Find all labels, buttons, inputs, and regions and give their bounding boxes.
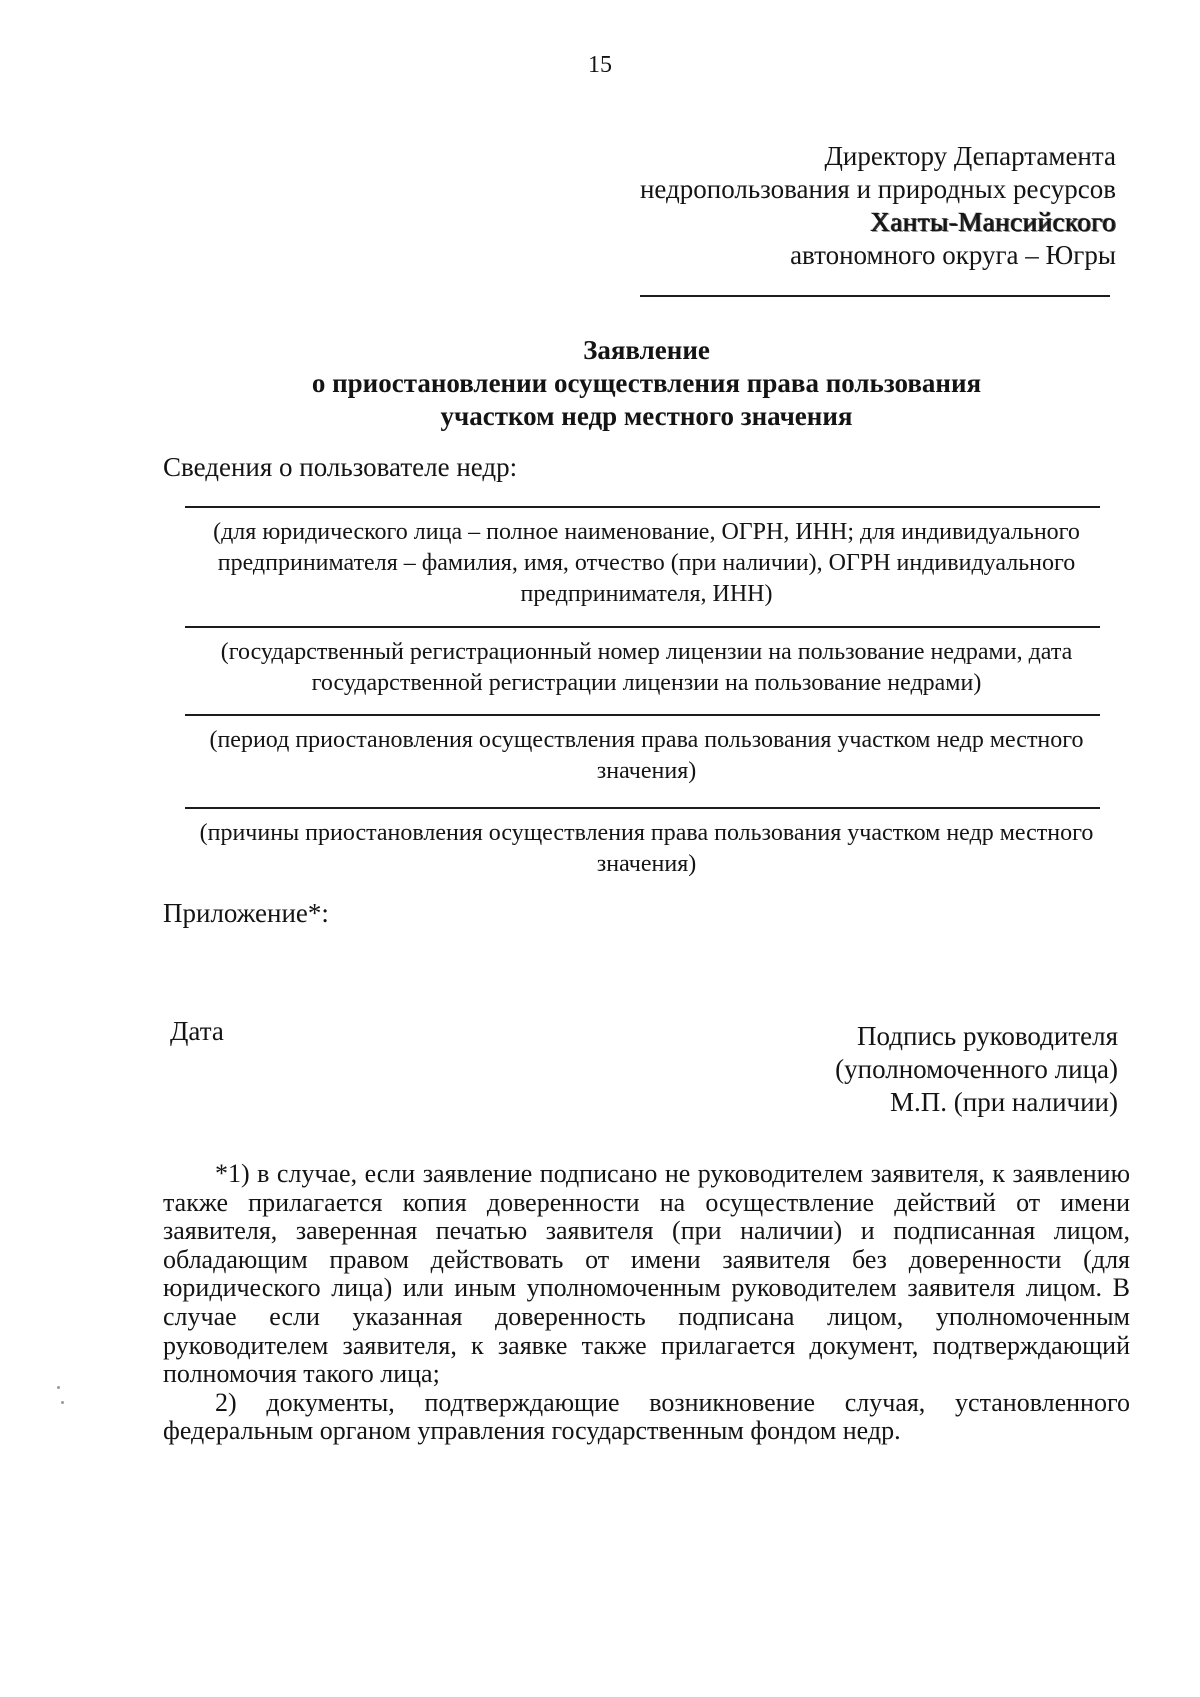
footnote-paragraph: *1) в случае, если заявление подписано не руководителем заявителя, к заявлению также прилагается копия доверенности на осуществление действий от имени заявителя, заверенная печатью заявителя (при наличии) и подписанная лицом, обладающим правом действовать от имени заявителя без доверенности (для юридического лица) или иным уполномоченным руководителем заявителя лицом. В случае если указанная доверенность подписана лицом, уполномоченным руководителем заявителя, к заявке также прилагается документ, подтверждающий полномочия такого лица; <box>163 1159 1130 1389</box>
scan-speck <box>57 1386 60 1389</box>
user-info-label: Сведения о пользователе недр: <box>163 452 518 482</box>
recipient-line: недропользования и природных ресурсов <box>639 174 1116 204</box>
footnote-paragraph: 2) документы, подтверждающие возникновение случая, установленного федеральным органом управления государственным фондом недр. <box>163 1387 1130 1446</box>
footnote-block <box>163 1160 1130 1446</box>
recipient-line: Ханты-Мансийского <box>870 207 1116 237</box>
field-caption <box>163 517 1130 610</box>
document-title <box>163 334 1130 433</box>
date-label: Дата <box>170 1016 224 1046</box>
title-line: участком недр местного значения <box>440 401 853 431</box>
scan-speck <box>61 1401 64 1404</box>
field-caption-line: значения) <box>596 758 697 784</box>
field-blank-line <box>185 506 1100 508</box>
title-line: Заявление <box>583 335 710 365</box>
field-caption <box>163 637 1130 699</box>
signature-line: (уполномоченного лица) <box>835 1054 1118 1084</box>
field-caption-line: предпринимателя, ИНН) <box>520 581 773 607</box>
title-line: о приостановлении осуществления права пользования <box>311 368 982 398</box>
field-caption <box>163 725 1130 787</box>
recipient-block <box>516 140 1116 272</box>
recipient-underline <box>640 295 1110 297</box>
field-caption-line: (для юридического лица – полное наименование, ОГРН, ИНН; для индивидуального <box>213 519 1080 545</box>
field-caption-line: государственной регистрации лицензии на пользование недрами) <box>311 670 982 696</box>
recipient-line: автономного округа – Югры <box>790 240 1116 270</box>
signature-block <box>498 1020 1118 1119</box>
page-number: 15 <box>588 52 612 78</box>
field-blank-line <box>185 714 1100 716</box>
field-caption-line: предпринимателя – фамилия, имя, отчество (при наличии), ОГРН индивидуального <box>217 550 1076 576</box>
field-caption-line: (причины приостановления осуществления права пользования участком недр местного <box>199 820 1094 846</box>
signature-line: Подпись руководителя <box>857 1021 1118 1051</box>
signature-line: М.П. (при наличии) <box>890 1087 1118 1117</box>
field-caption <box>163 818 1130 880</box>
field-blank-line <box>185 626 1100 628</box>
field-caption-line: (государственный регистрационный номер лицензии на пользование недрами, дата <box>220 639 1073 665</box>
field-caption-line: (период приостановления осуществления права пользования участком недр местного <box>209 727 1084 753</box>
field-blank-line <box>185 807 1100 809</box>
recipient-line: Директору Департамента <box>824 141 1116 171</box>
field-caption-line: значения) <box>596 851 697 877</box>
attachment-label: Приложение*: <box>163 898 329 928</box>
